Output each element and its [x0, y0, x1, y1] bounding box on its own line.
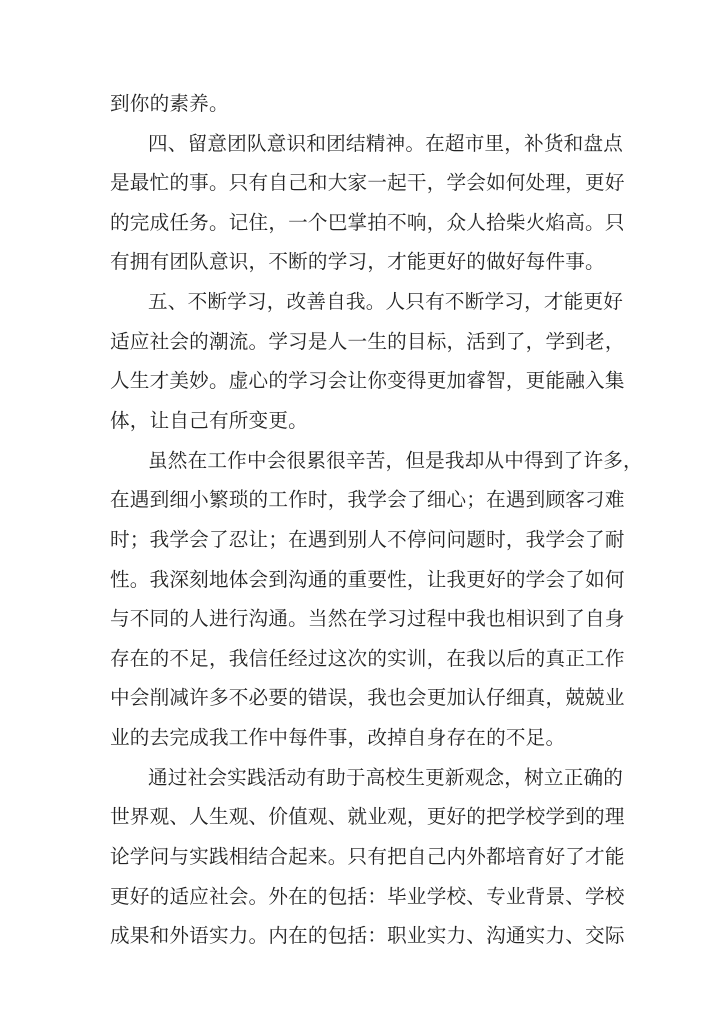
- text-line: 到你的素养。: [110, 92, 229, 115]
- text-line: 业的去完成我工作中每件事，改掉自身存在的不足。: [110, 726, 566, 749]
- text-line: 性。我深刻地体会到沟通的重要性，让我更好的学会了如何: [110, 568, 625, 591]
- text-line: 世界观、人生观、价值观、就业观，更好的把学校学到的理: [110, 805, 625, 828]
- text-line: 时；我学会了忍让；在遇到别人不停问问题时，我学会了耐: [110, 528, 625, 551]
- paragraph-start-line: 虽然在工作中会很累很辛苦，但是我却从中得到了许多，: [148, 449, 643, 472]
- text-line: 体，让自己有所变更。: [110, 409, 308, 432]
- paragraph-start-line: 四、留意团队意识和团结精神。在超市里，补货和盘点: [148, 132, 624, 155]
- text-line: 成果和外语实力。内在的包括：职业实力、沟通实力、交际: [110, 924, 625, 947]
- text-line: 有拥有团队意识，不断的学习，才能更好的做好每件事。: [110, 250, 605, 273]
- paragraph-start-line: 五、不断学习，改善自我。人只有不断学习，才能更好: [148, 290, 624, 313]
- text-line: 的完成任务。记住，一个巴掌拍不响，众人拾柴火焰高。只: [110, 211, 625, 234]
- text-line: 人生才美妙。虚心的学习会让你变得更加睿智，更能融入集: [110, 369, 625, 392]
- text-line: 是最忙的事。只有自己和大家一起干，学会如何处理，更好: [110, 171, 625, 194]
- text-line: 存在的不足，我信任经过这次的实训，在我以后的真正工作: [110, 647, 625, 670]
- text-line: 更好的适应社会。外在的包括：毕业学校、专业背景、学校: [110, 885, 625, 908]
- text-line: 论学问与实践相结合起来。只有把自己内外都培育好了才能: [110, 845, 625, 868]
- text-line: 在遇到细小繁琐的工作时，我学会了细心；在遇到顾客刁难: [110, 488, 625, 511]
- text-line: 适应社会的潮流。学习是人一生的目标，活到了，学到老，: [110, 330, 625, 353]
- paragraph-start-line: 通过社会实践活动有助于高校生更新观念，树立正确的: [148, 766, 624, 789]
- text-line: 中会削减许多不必要的错误，我也会更加认仔细真，兢兢业: [110, 686, 625, 709]
- text-line: 与不同的人进行沟通。当然在学习过程中我也相识到了自身: [110, 607, 625, 630]
